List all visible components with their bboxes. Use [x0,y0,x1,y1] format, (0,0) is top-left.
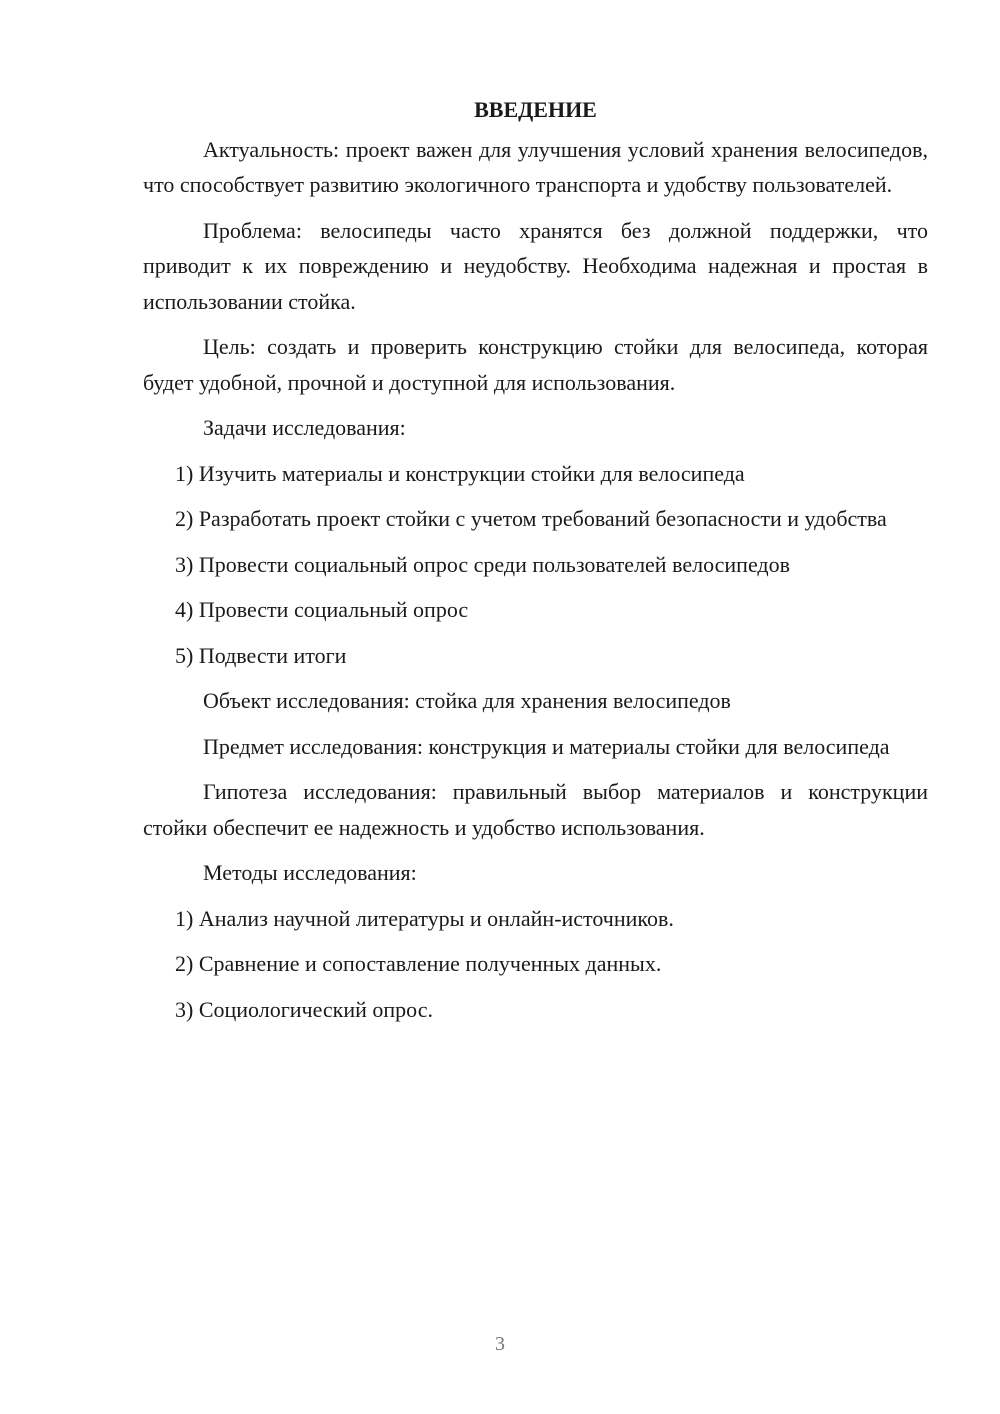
method-item: 2) Сравнение и сопоставление полученных данных. [175,951,662,976]
paragraph-problem: Проблема: велосипеды часто хранятся без должной поддержки, что приводит к их повреждению и неудобству. Необходима надежная и простая в использовании стойка. [143,217,928,314]
paragraph-goal: Цель: создать и проверить конструкцию стойки для велосипеда, которая будет удобной, прочной и доступной для использования. [143,334,928,395]
paragraph-relevance: Актуальность: проект важен для улучшения условий хранения велосипедов, что способствует развитию экологичного транспорта и удобству пользователей. [143,136,928,197]
paragraph-hypothesis: Гипотеза исследования: правильный выбор материалов и конструкции стойки обеспечит ее надежность и удобство использования. [143,779,928,840]
task-item: 5) Подвести итоги [175,642,347,668]
task-item: 4) Провести социальный опрос [175,597,469,622]
method-item: 1) Анализ научной литературы и онлайн-источников. [175,905,674,931]
paragraph-subject: Предмет исследования: конструкция и материалы стойки для велосипеда [203,733,890,759]
task-item: 2) Разработать проект стойки с учетом требований безопасности и удобства [175,506,887,531]
tasks-heading: Задачи исследования: [203,415,406,440]
page-number: 3 [495,1333,505,1355]
methods-heading: Методы исследования: [203,860,417,885]
section-title: ВВЕДЕНИЕ [474,97,597,122]
paragraph-object: Объект исследования: стойка для хранения велосипедов [203,688,731,713]
task-item: 1) Изучить материалы и конструкции стойки для велосипеда [175,460,745,486]
method-item: 3) Социологический опрос. [175,996,433,1022]
page-content [143,92,928,1037]
task-item: 3) Провести социальный опрос среди пользователей велосипедов [175,551,791,577]
